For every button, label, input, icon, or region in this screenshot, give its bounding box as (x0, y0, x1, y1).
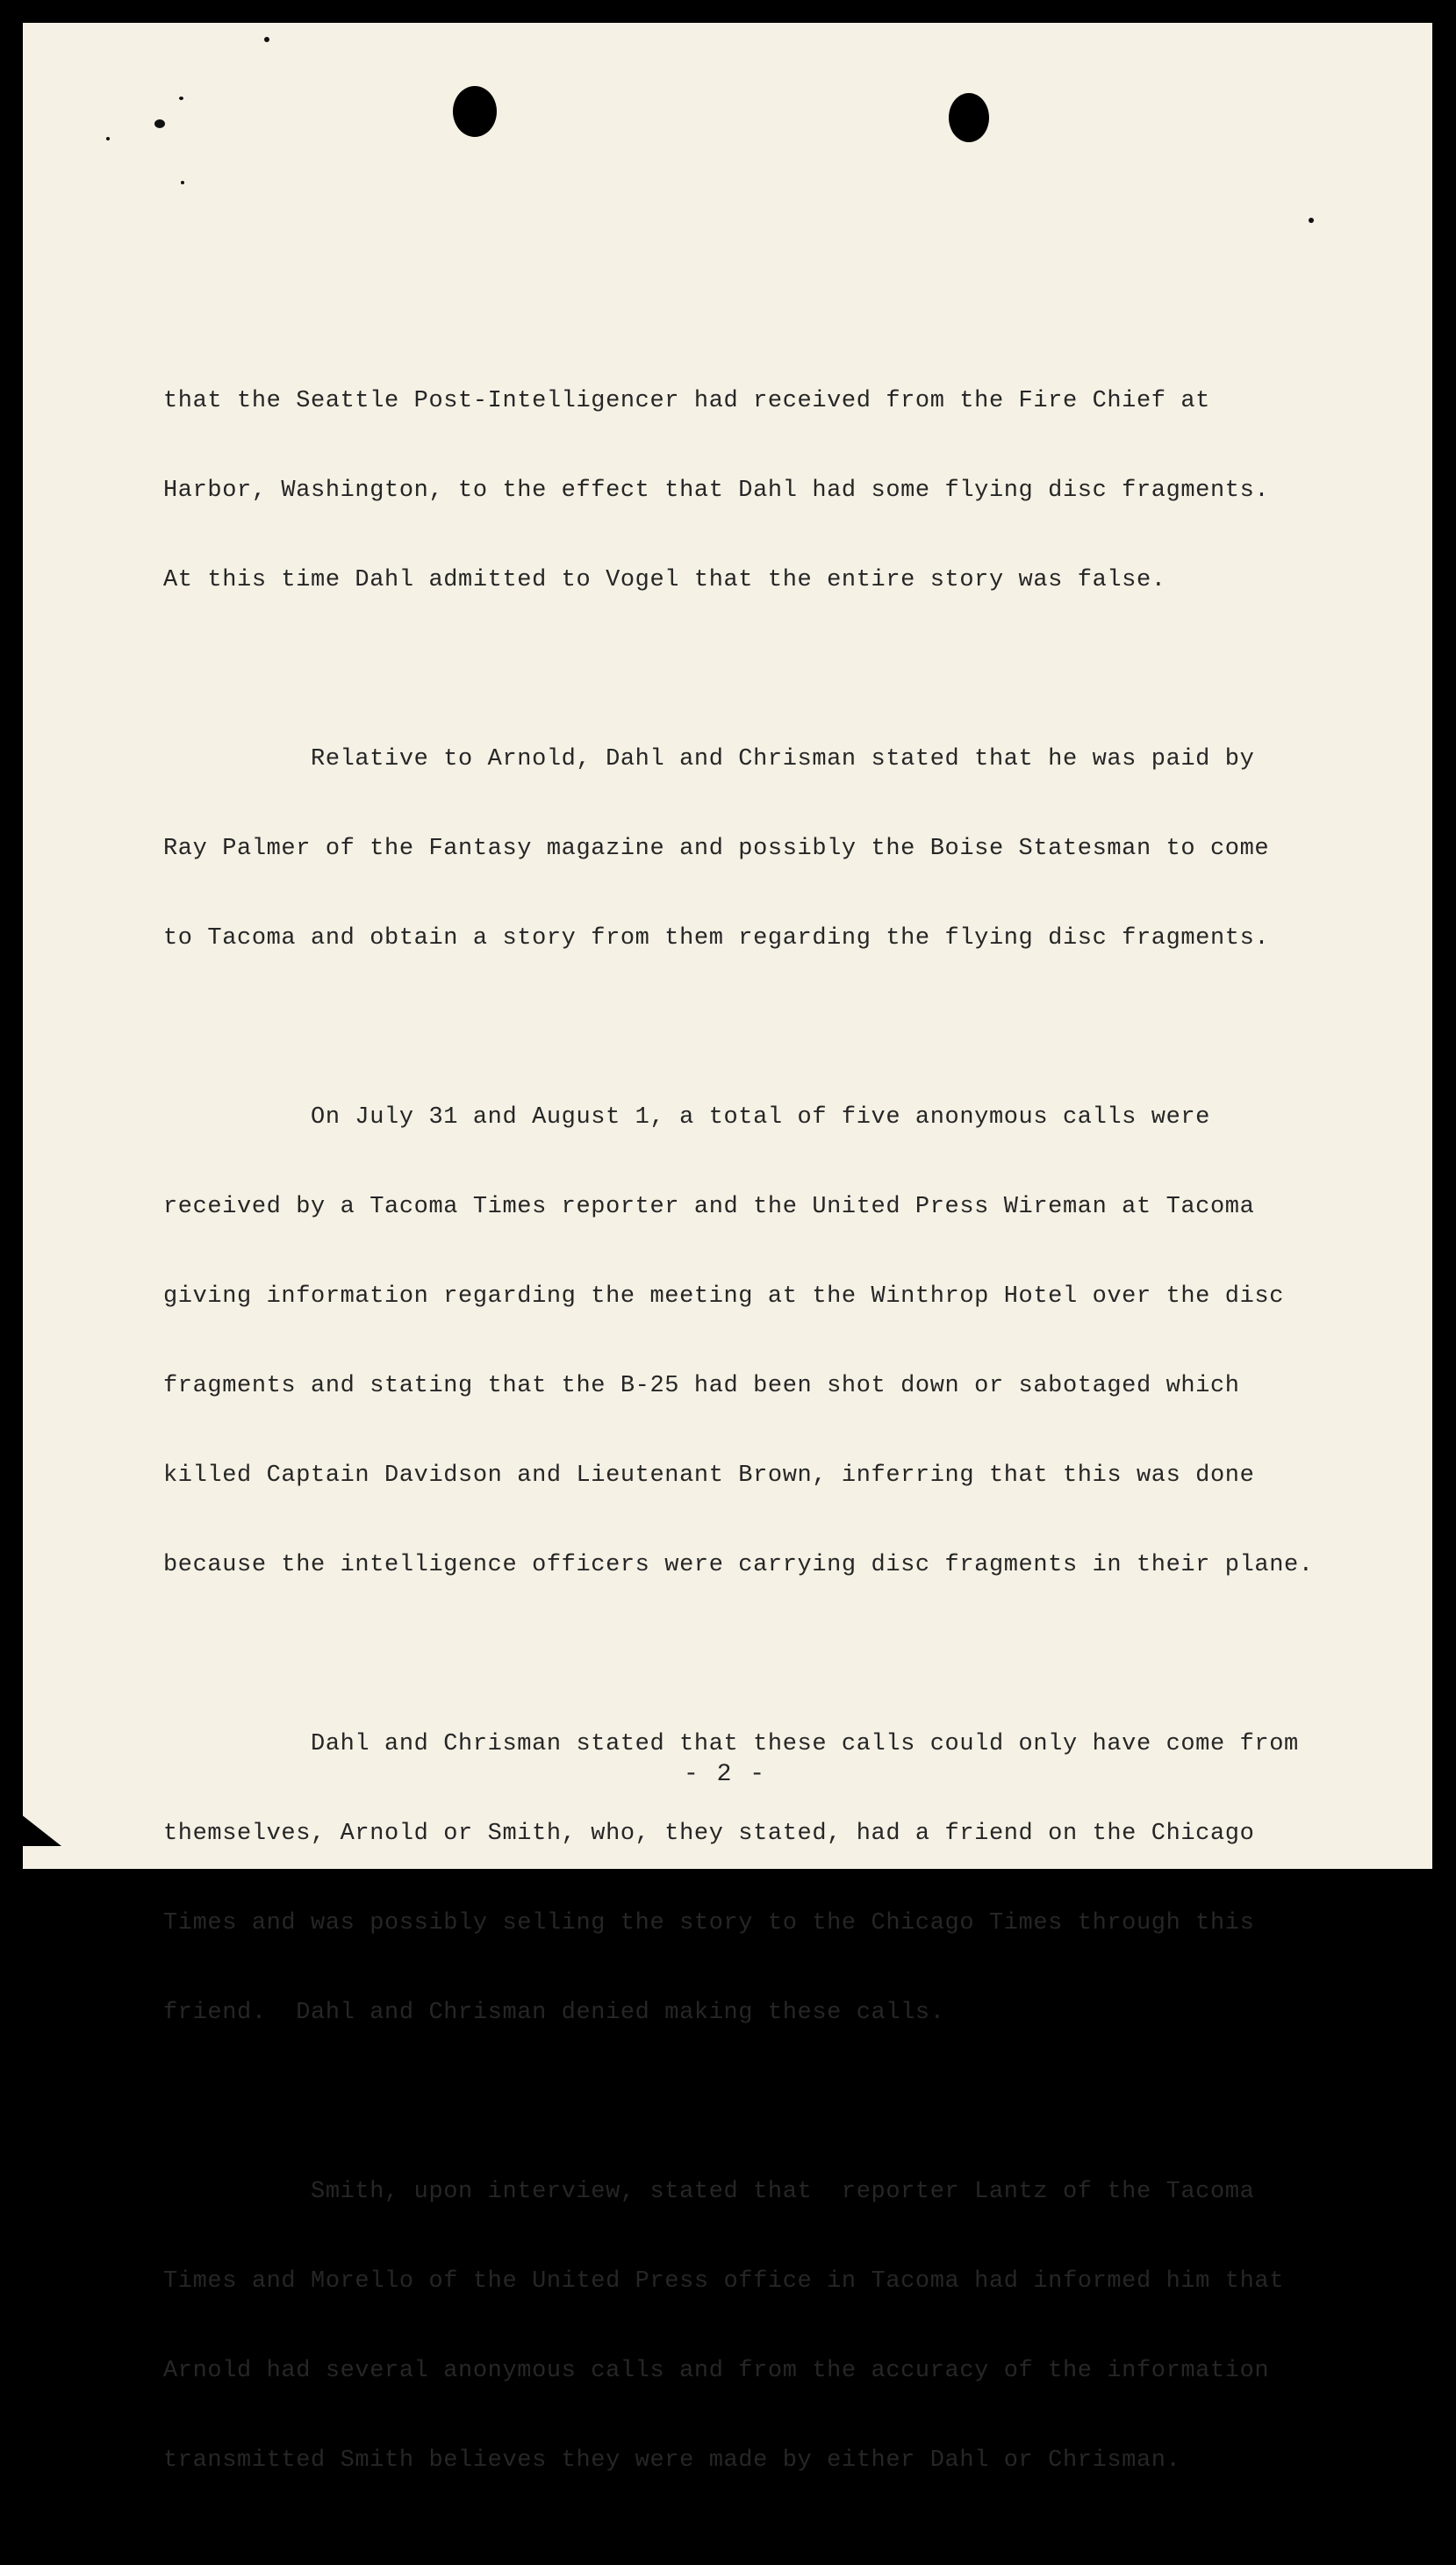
ink-speck (154, 119, 165, 128)
paragraph (163, 685, 1339, 1013)
text-line: Arnold had several anonymous calls and from the accuracy of the information (163, 2358, 1270, 2384)
paragraph (163, 327, 1339, 655)
text-line: At this time Dahl admitted to Vogel that the entire story was false. (163, 567, 1166, 593)
text-line: Relative to Arnold, Dahl and Chrisman stated that he was paid by (163, 746, 1255, 772)
text-line: themselves, Arnold or Smith, who, they stated, had a friend on the Chicago (163, 1821, 1255, 1847)
text-line: Ray Palmer of the Fantasy magazine and possibly the Boise Statesman to come (163, 836, 1270, 862)
text-line: fragments and stating that the B-25 had been shot down or sabotaged which (163, 1373, 1240, 1399)
text-line: because the intelligence officers were carrying disc fragments in their plane. (163, 1552, 1314, 1578)
text-line: Harbor, Washington, to the effect that Dahl had some flying disc fragments. (163, 478, 1270, 504)
memo-body (163, 327, 1339, 2565)
text-line: friend. Dahl and Chrisman denied making these calls. (163, 2000, 945, 2026)
text-line: that the Seattle Post-Intelligencer had received from the Fire Chief at (163, 388, 1210, 414)
text-line: Times and was possibly selling the story to the Chicago Times through this (163, 1910, 1255, 1936)
paragraph (163, 1043, 1339, 1640)
text-line: Dahl and Chrisman stated that these calls could only have come from (163, 1731, 1299, 1757)
ink-speck (179, 97, 183, 100)
text-line: killed Captain Davidson and Lieutenant Brown, inferring that this was done (163, 1462, 1255, 1489)
text-line: received by a Tacoma Times reporter and the United Press Wireman at Tacoma (163, 1194, 1255, 1220)
punch-hole-left (453, 86, 497, 137)
ink-speck (181, 181, 184, 184)
text-line: Times and Morello of the United Press office in Tacoma had informed him that (163, 2268, 1284, 2295)
text-line: to Tacoma and obtain a story from them regarding the flying disc fragments. (163, 925, 1270, 952)
page-number: - 2 - (683, 1761, 766, 1788)
ink-speck (1309, 218, 1314, 223)
ink-speck (264, 37, 269, 42)
ink-speck (106, 137, 110, 140)
document-page (23, 23, 1432, 2474)
text-line: transmitted Smith believes they were made by either Dahl or Chrisman. (163, 2447, 1181, 2474)
text-line: Smith, upon interview, stated that reporter Lantz of the Tacoma (163, 2179, 1255, 2205)
paragraph (163, 2117, 1339, 2535)
text-line: giving information regarding the meeting at the Winthrop Hotel over the disc (163, 1283, 1284, 1310)
torn-corner (0, 1798, 61, 1846)
paragraph (163, 1670, 1339, 2087)
punch-hole-right (949, 93, 989, 142)
text-line: On July 31 and August 1, a total of five anonymous calls were (163, 1104, 1210, 1131)
